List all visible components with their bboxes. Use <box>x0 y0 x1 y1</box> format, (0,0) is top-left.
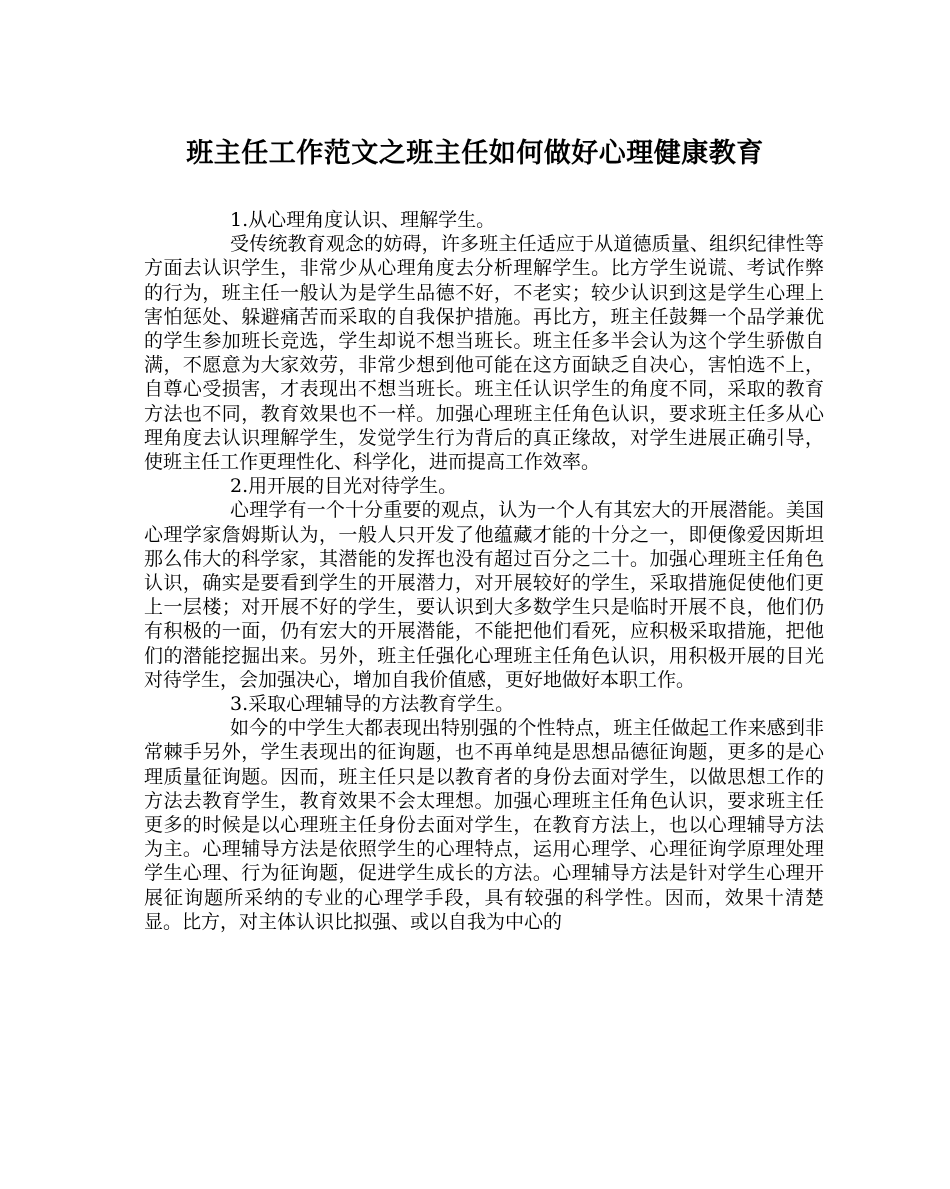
section-3-paragraph: 如今的中学生大都表现出特别强的个性特点，班主任做起工作来感到非常棘手另外，学生表现出的征询题，也不再单纯是思想品德征询题，更多的是心理质量征询题。因而，班主任只是以教育者的身份去面对学生，以做思想工作的方法去教育学生，教育效果不会太理想。加强心理班主任角色认识，要求班主任更多的时候是以心理班主任身份去面对学生，在教育方法上，也以心理辅导方法为主。心理辅导方法是依照学生的心理特点，运用心理学、心理征询学原理处理学生心理、行为征询题，促进学生成长的方法。心理辅导方法是针对学生心理开展征询题所采纳的专业的心理学手段，具有较强的科学性。因而，效果十清楚显。比方，对主体认识比拟强、或以自我为中心的 <box>144 717 824 933</box>
section-2-paragraph: 心理学有一个十分重要的观点，认为一个人有其宏大的开展潜能。美国心理学家詹姆斯认为，一般人只开发了他蕴藏才能的十分之一，即便像爱因斯坦那么伟大的科学家，其潜能的发挥也没有超过百分之二十。加强心理班主任角色认识，确实是要看到学生的开展潜力，对开展较好的学生，采取措施促使他们更上一层楼；对开展不好的学生，要认识到大多数学生只是临时开展不良，他们仍有积极的一面，仍有宏大的开展潜能，不能把他们看死，应积极采取措施，把他们的潜能挖掘出来。另外，班主任强化心理班主任角色认识，用积极开展的目光对待学生，会加强决心，增加自我价值感，更好地做好本职工作。 <box>144 499 824 691</box>
section-3-heading: 3.采取心理辅导的方法教育学生。 <box>230 693 515 716</box>
document-body <box>144 208 824 934</box>
section-1-heading: 1.从心理角度认识、理解学生。 <box>230 209 496 231</box>
document-title: 班主任工作范文之班主任如何做好心理健康教育 <box>186 138 764 169</box>
section-2-heading: 2.用开展的目光对待学生。 <box>230 475 458 498</box>
section-1-paragraph: 受传统教育观念的妨碍，许多班主任适应于从道德质量、组织纪律性等方面去认识学生，非常少从心理角度去分析理解学生。比方学生说谎、考试作弊的行为，班主任一般认为是学生品德不好，不老实；较少认识到这是学生心理上害怕惩处、躲避痛苦而采取的自我保护措施。再比方，班主任鼓舞一个品学兼优的学生参加班长竞选，学生却说不想当班长。班主任多半会认为这个学生骄傲自满，不愿意为大家效劳，非常少想到他可能在这方面缺乏自决心，害怕选不上，自尊心受损害，才表现出不想当班长。班主任认识学生的角度不同，采取的教育方法也不同，教育效果也不一样。加强心理班主任角色认识，要求班主任多从心理角度去认识理解学生，发觉学生行为背后的真正缘故，对学生进展正确引导，使班主任工作更理性化、科学化，进而提高工作效率。 <box>144 233 824 474</box>
